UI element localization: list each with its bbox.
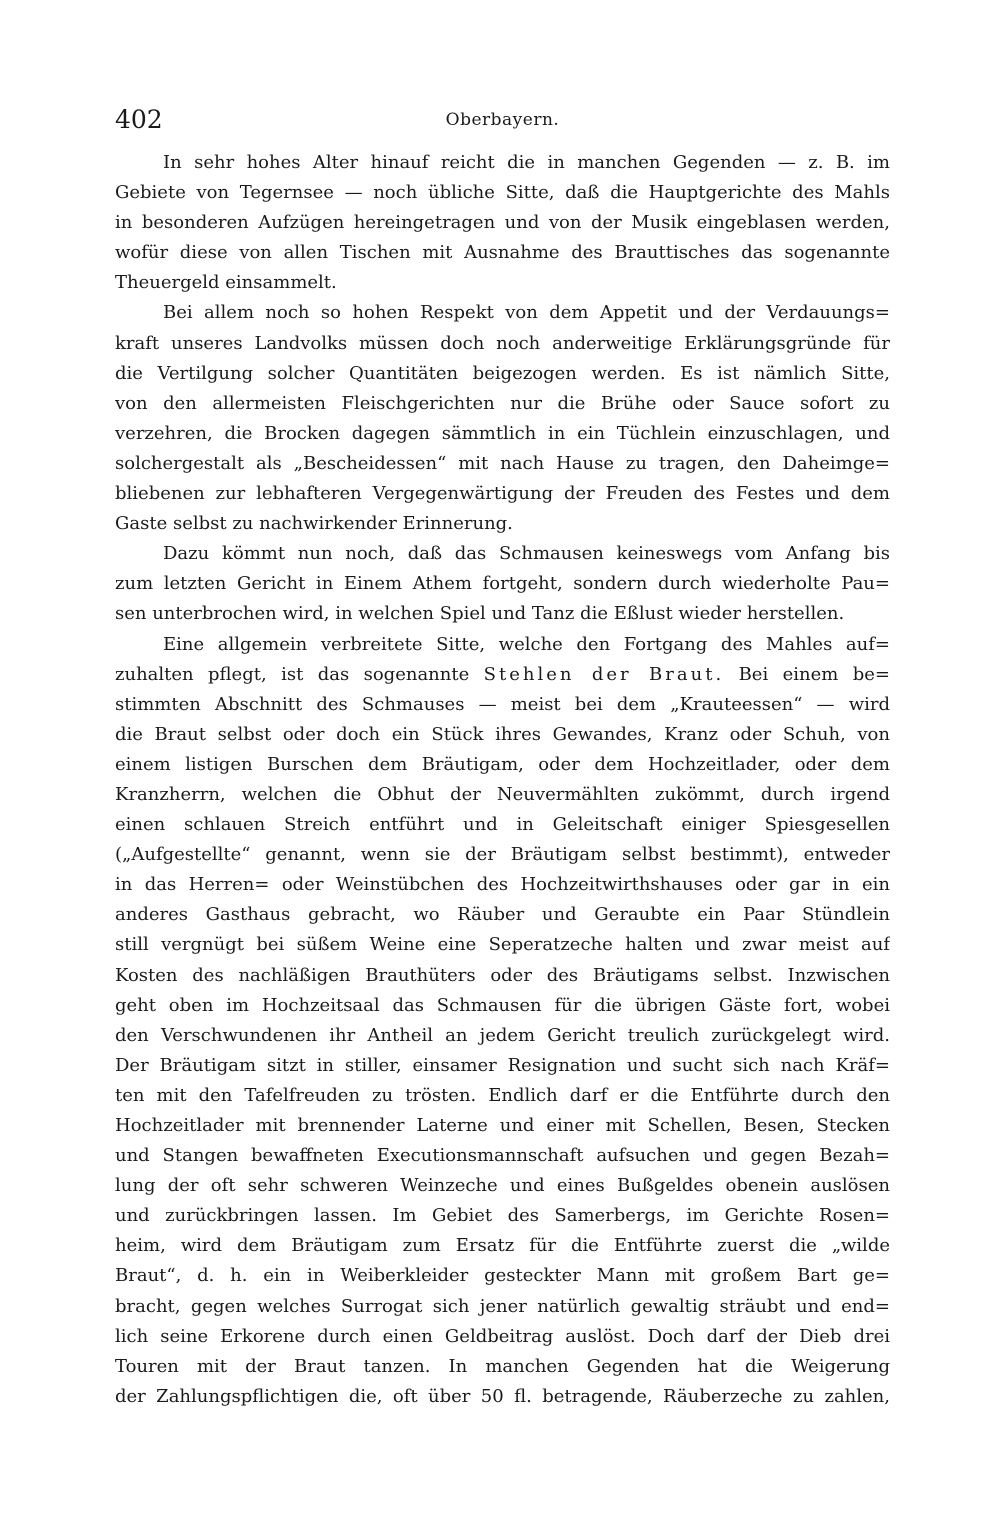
text-line: Braut“, d. h. ein in Weiberkleider gesteckter Mann mit großem Bart ge=	[115, 1265, 890, 1287]
running-head: Oberbayern.	[445, 110, 560, 130]
emphasized-phrase: Stehlen der Braut.	[483, 663, 725, 685]
text-segment: Bei einem be=	[738, 663, 890, 685]
body-text	[115, 148, 890, 1412]
text-line: die Vertilgung solcher Quantitäten beigezogen werden. Es ist nämlich Sitte,	[115, 362, 890, 384]
text-line: einem listigen Burschen dem Bräutigam, oder dem Hochzeitlader, oder dem	[115, 753, 890, 775]
text-line: solchergestalt als „Bescheidessen“ mit nach Hause zu tragen, den Daheimge=	[115, 452, 890, 474]
text-line: kraft unseres Landvolks müssen doch noch anderweitige Erklärungsgründe für	[115, 332, 890, 354]
text-line: lich seine Erkorene durch einen Geldbeitrag auslöst. Doch darf der Dieb drei	[115, 1325, 890, 1347]
text-line: den Verschwundenen ihr Antheil an jedem Gericht treulich zurückgelegt wird.	[115, 1024, 890, 1046]
text-line: von den allermeisten Fleischgerichten nur die Brühe oder Sauce sofort zu	[115, 392, 890, 414]
text-line: heim, wird dem Bräutigam zum Ersatz für die Entführte zuerst die „wilde	[115, 1235, 890, 1257]
text-line: und Stangen bewaffneten Executionsmannschaft aufsuchen und gegen Bezah=	[115, 1145, 890, 1167]
text-line: Touren mit der Braut tanzen. In manchen Gegenden hat die Weigerung	[115, 1355, 890, 1377]
text-line: Eine allgemein verbreitete Sitte, welche den Fortgang des Mahles auf=	[163, 633, 890, 655]
text-line: stimmten Abschnitt des Schmauses — meist bei dem „Krauteessen“ — wird	[115, 693, 890, 715]
text-line: sen unterbrochen wird, in welchen Spiel und Tanz die Eßlust wieder herstellen.	[115, 603, 845, 625]
text-line: einen schlauen Streich entführt und in Geleitschaft einiger Spiesgesellen	[115, 814, 890, 836]
text-line: der Zahlungspflichtigen die, oft über 50 fl. betragende, Räuberzeche zu zahlen,	[115, 1385, 890, 1407]
text-segment: zuhalten pflegt, ist das sogenannte	[115, 663, 470, 685]
text-line: Der Bräutigam sitzt in stiller, einsamer Resignation und sucht sich nach Kräf=	[115, 1054, 890, 1076]
text-line: zum letzten Gericht in Einem Athem fortgeht, sondern durch wiederholte Pau=	[115, 573, 890, 595]
text-line: bliebenen zur lebhafteren Vergegenwärtigung der Freuden des Festes und dem	[115, 483, 890, 505]
text-line: in das Herren= oder Weinstübchen des Hochzeitwirthshauses oder gar in ein	[115, 874, 890, 896]
text-line: Theuergeld einsammelt.	[115, 272, 337, 294]
text-line: Hochzeitlader mit brennender Laterne und einer mit Schellen, Besen, Stecken	[115, 1115, 890, 1136]
text-line: in besonderen Aufzügen hereingetragen und von der Musik eingeblasen werden,	[115, 212, 890, 234]
text-line: In sehr hohes Alter hinauf reicht die in manchen Gegenden — z. B. im	[163, 152, 890, 173]
text-line: Gebiete von Tegernsee — noch übliche Sitte, daß die Hauptgerichte des Mahls	[115, 182, 890, 204]
text-line: wofür diese von allen Tischen mit Ausnahme des Brauttisches das sogenannte	[115, 242, 890, 264]
text-line: ten mit den Tafelfreuden zu trösten. Endlich darf er die Entführte durch den	[115, 1084, 890, 1106]
text-line: Dazu kömmt nun noch, daß das Schmausen keineswegs vom Anfang bis	[163, 543, 890, 565]
text-line: Kosten des nachläßigen Brauthüters oder des Bräutigams selbst. Inzwischen	[115, 964, 890, 986]
text-line: anderes Gasthaus gebracht, wo Räuber und Geraubte ein Paar Stündlein	[115, 904, 890, 926]
text-line: Bei allem noch so hohen Respekt von dem Appetit und der Verdauungs=	[163, 302, 890, 324]
text-line: Kranzherrn, welchen die Obhut der Neuvermählten zukömmt, durch irgend	[115, 783, 890, 805]
text-line: und zurückbringen lassen. Im Gebiet des Samerbergs, im Gerichte Rosen=	[115, 1205, 890, 1227]
text-line: verzehren, die Brocken dagegen sämmtlich in ein Tüchlein einzuschlagen, und	[115, 422, 890, 444]
text-line: still vergnügt bei süßem Weine eine Seperatzeche halten und zwar meist auf	[115, 934, 890, 956]
text-line: lung der oft sehr schweren Weinzeche und eines Bußgeldes obenein auslösen	[115, 1175, 890, 1197]
text-line: bracht, gegen welches Surrogat sich jener natürlich gewaltig sträubt und end=	[115, 1295, 890, 1317]
text-line: geht oben im Hochzeitsaal das Schmausen für die übrigen Gäste fort, wobei	[115, 994, 890, 1016]
page-header	[115, 100, 890, 140]
page-number: 402	[115, 105, 163, 134]
text-line	[115, 660, 890, 690]
text-line: Gaste selbst zu nachwirkender Erinnerung.	[115, 513, 513, 535]
text-line: die Braut selbst oder doch ein Stück ihres Gewandes, Kranz oder Schuh, von	[115, 723, 890, 745]
text-line: („Aufgestellte“ genannt, wenn sie der Bräutigam selbst bestimmt), entweder	[115, 844, 890, 866]
